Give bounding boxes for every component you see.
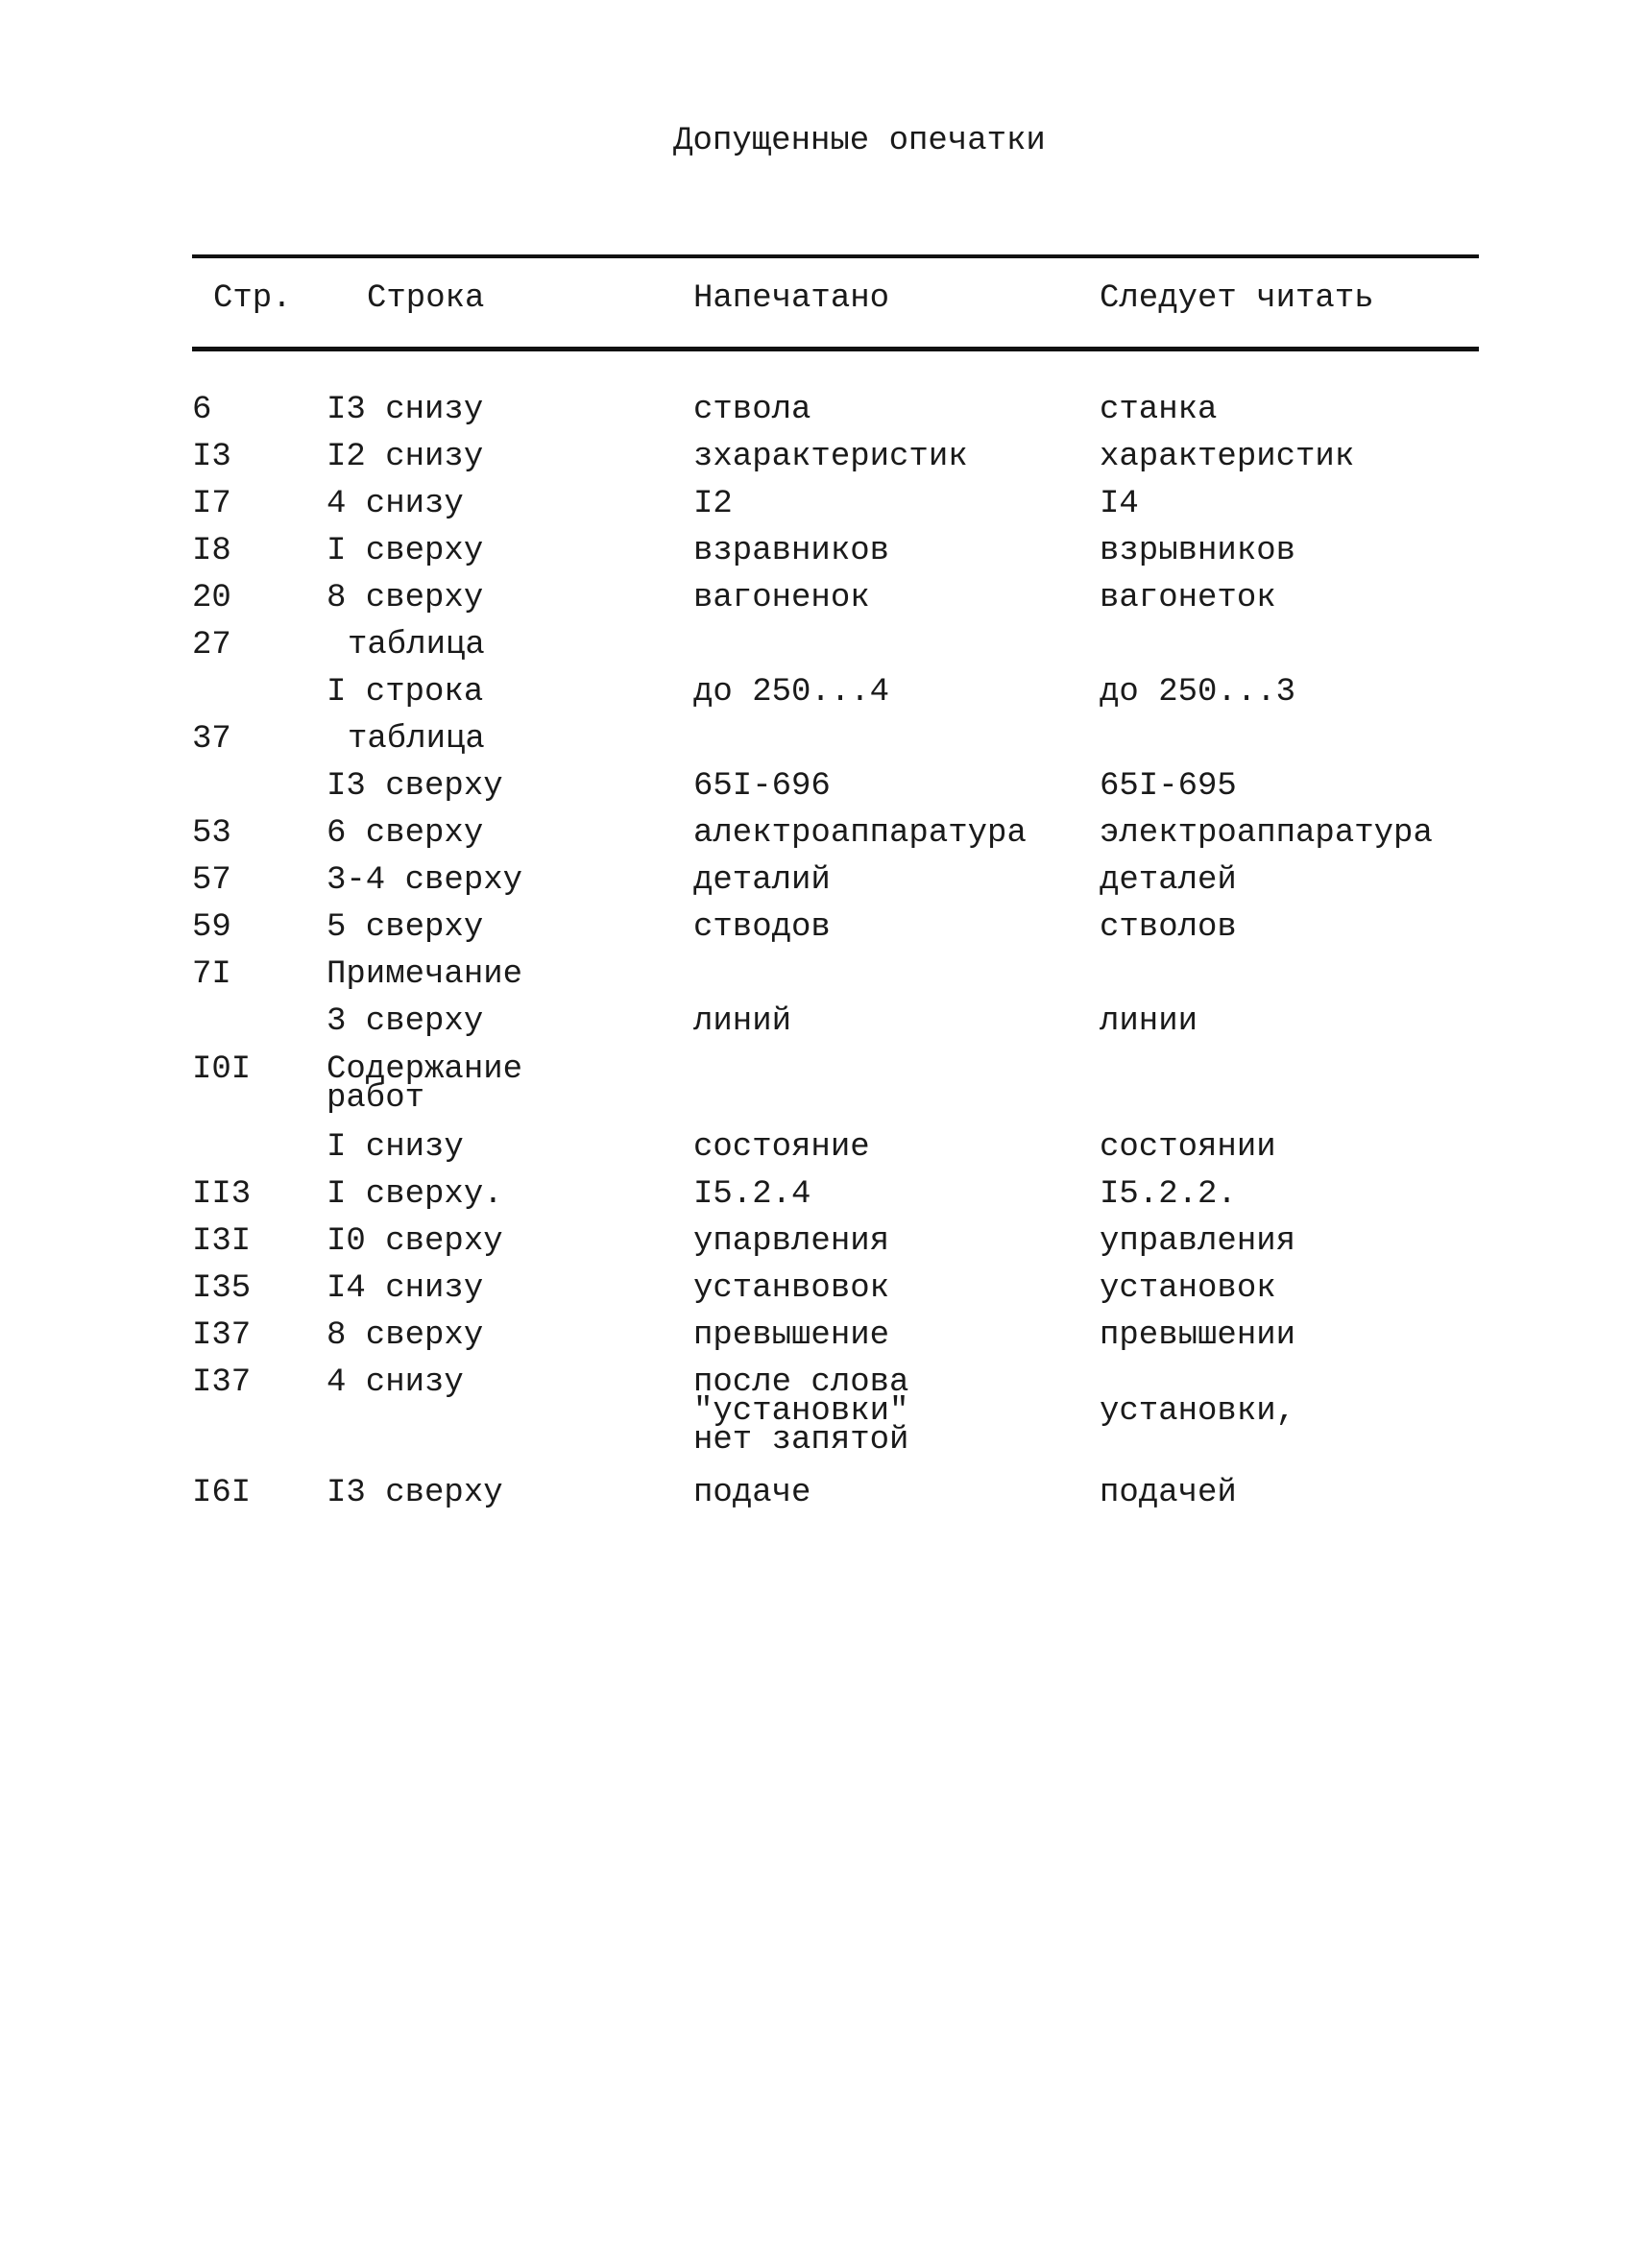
- cell-printed: состояние: [693, 1129, 870, 1166]
- cell-printed: ствoдов: [693, 909, 831, 946]
- cell-line: I сверху.: [327, 1176, 503, 1213]
- cell-line: I снизу: [327, 1129, 464, 1166]
- cell-page: I35: [192, 1270, 252, 1307]
- header-should-read: Следует читать: [1100, 280, 1374, 317]
- cell-should-read: подачей: [1100, 1475, 1237, 1511]
- cell-printed: устанвовок: [693, 1270, 890, 1307]
- cell-printed: взравников: [693, 533, 890, 569]
- cell-line: I4 снизу: [327, 1270, 484, 1307]
- cell-line: I строка: [327, 674, 484, 711]
- cell-page: 27: [192, 627, 231, 664]
- header-page: Стр.: [213, 280, 292, 317]
- cell-printed: превышение: [693, 1317, 890, 1354]
- cell-should-read: взрывников: [1100, 533, 1296, 569]
- header-line: Строка: [367, 280, 485, 317]
- cell-line: таблица: [348, 721, 485, 758]
- cell-line: Содержание работ: [327, 1051, 523, 1117]
- table-top-rule: [192, 254, 1479, 258]
- cell-line: 4 снизу: [327, 486, 464, 522]
- cell-page: 59: [192, 909, 231, 946]
- cell-printed: до 250...4: [693, 674, 890, 711]
- cell-should-read: установки,: [1100, 1393, 1296, 1430]
- cell-page: 6: [192, 392, 212, 428]
- cell-page: I0I: [192, 1051, 252, 1088]
- cell-page: 53: [192, 815, 231, 852]
- cell-should-read: I4: [1100, 486, 1139, 522]
- cell-page: 57: [192, 862, 231, 899]
- cell-should-read: 65I-695: [1100, 768, 1237, 805]
- cell-printed: алектроаппаратура: [693, 815, 1027, 852]
- cell-page: 7I: [192, 956, 231, 993]
- cell-line: I3 сверху: [327, 768, 503, 805]
- cell-page: I37: [192, 1364, 252, 1401]
- cell-should-read: характеристик: [1100, 439, 1355, 475]
- cell-line: 3-4 сверху: [327, 862, 523, 899]
- cell-should-read: вагонеток: [1100, 580, 1276, 616]
- cell-page: I7: [192, 486, 231, 522]
- cell-printed: вагоненок: [693, 580, 870, 616]
- cell-should-read: деталей: [1100, 862, 1237, 899]
- cell-printed: зхарактеристик: [693, 439, 968, 475]
- cell-page: II3: [192, 1176, 252, 1213]
- page-title: Допущенные опечатки: [673, 123, 1046, 159]
- cell-should-read: установок: [1100, 1270, 1276, 1307]
- cell-line: I3 сверху: [327, 1475, 503, 1511]
- cell-should-read: линии: [1100, 1003, 1198, 1040]
- cell-page: I6I: [192, 1475, 252, 1511]
- cell-should-read: управления: [1100, 1223, 1296, 1260]
- cell-printed: 65I-696: [693, 768, 831, 805]
- cell-line: 4 снизу: [327, 1364, 464, 1401]
- cell-line: 3 сверху: [327, 1003, 484, 1040]
- cell-line: I сверху: [327, 533, 484, 569]
- cell-printed: подаче: [693, 1475, 811, 1511]
- cell-page: I3I: [192, 1223, 252, 1260]
- cell-line: 8 сверху: [327, 1317, 484, 1354]
- cell-should-read: I5.2.2.: [1100, 1176, 1237, 1213]
- cell-line: I0 сверху: [327, 1223, 503, 1260]
- cell-line: 6 сверху: [327, 815, 484, 852]
- cell-line: 8 сверху: [327, 580, 484, 616]
- cell-page: I3: [192, 439, 231, 475]
- cell-should-read: станка: [1100, 392, 1218, 428]
- cell-should-read: стволов: [1100, 909, 1237, 946]
- cell-should-read: электроаппаратура: [1100, 815, 1433, 852]
- cell-printed: деталий: [693, 862, 831, 899]
- cell-printed: I5.2.4: [693, 1176, 811, 1213]
- cell-should-read: состоянии: [1100, 1129, 1276, 1166]
- table-header-rule: [192, 347, 1479, 351]
- cell-line: 5 сверху: [327, 909, 484, 946]
- cell-line: I2 снизу: [327, 439, 484, 475]
- header-printed: Напечатано: [693, 280, 890, 317]
- cell-line: I3 снизу: [327, 392, 484, 428]
- cell-page: I8: [192, 533, 231, 569]
- cell-printed: I2: [693, 486, 733, 522]
- cell-page: 20: [192, 580, 231, 616]
- cell-printed: после слова "установки" нет запятой: [693, 1364, 909, 1459]
- cell-should-read: до 250...3: [1100, 674, 1296, 711]
- cell-page: 37: [192, 721, 231, 758]
- cell-printed: упарвления: [693, 1223, 890, 1260]
- cell-page: I37: [192, 1317, 252, 1354]
- cell-line: таблица: [348, 627, 485, 664]
- cell-printed: ствола: [693, 392, 811, 428]
- cell-should-read: превышении: [1100, 1317, 1296, 1354]
- cell-printed: линий: [693, 1003, 792, 1040]
- cell-line: Примечание: [327, 956, 523, 993]
